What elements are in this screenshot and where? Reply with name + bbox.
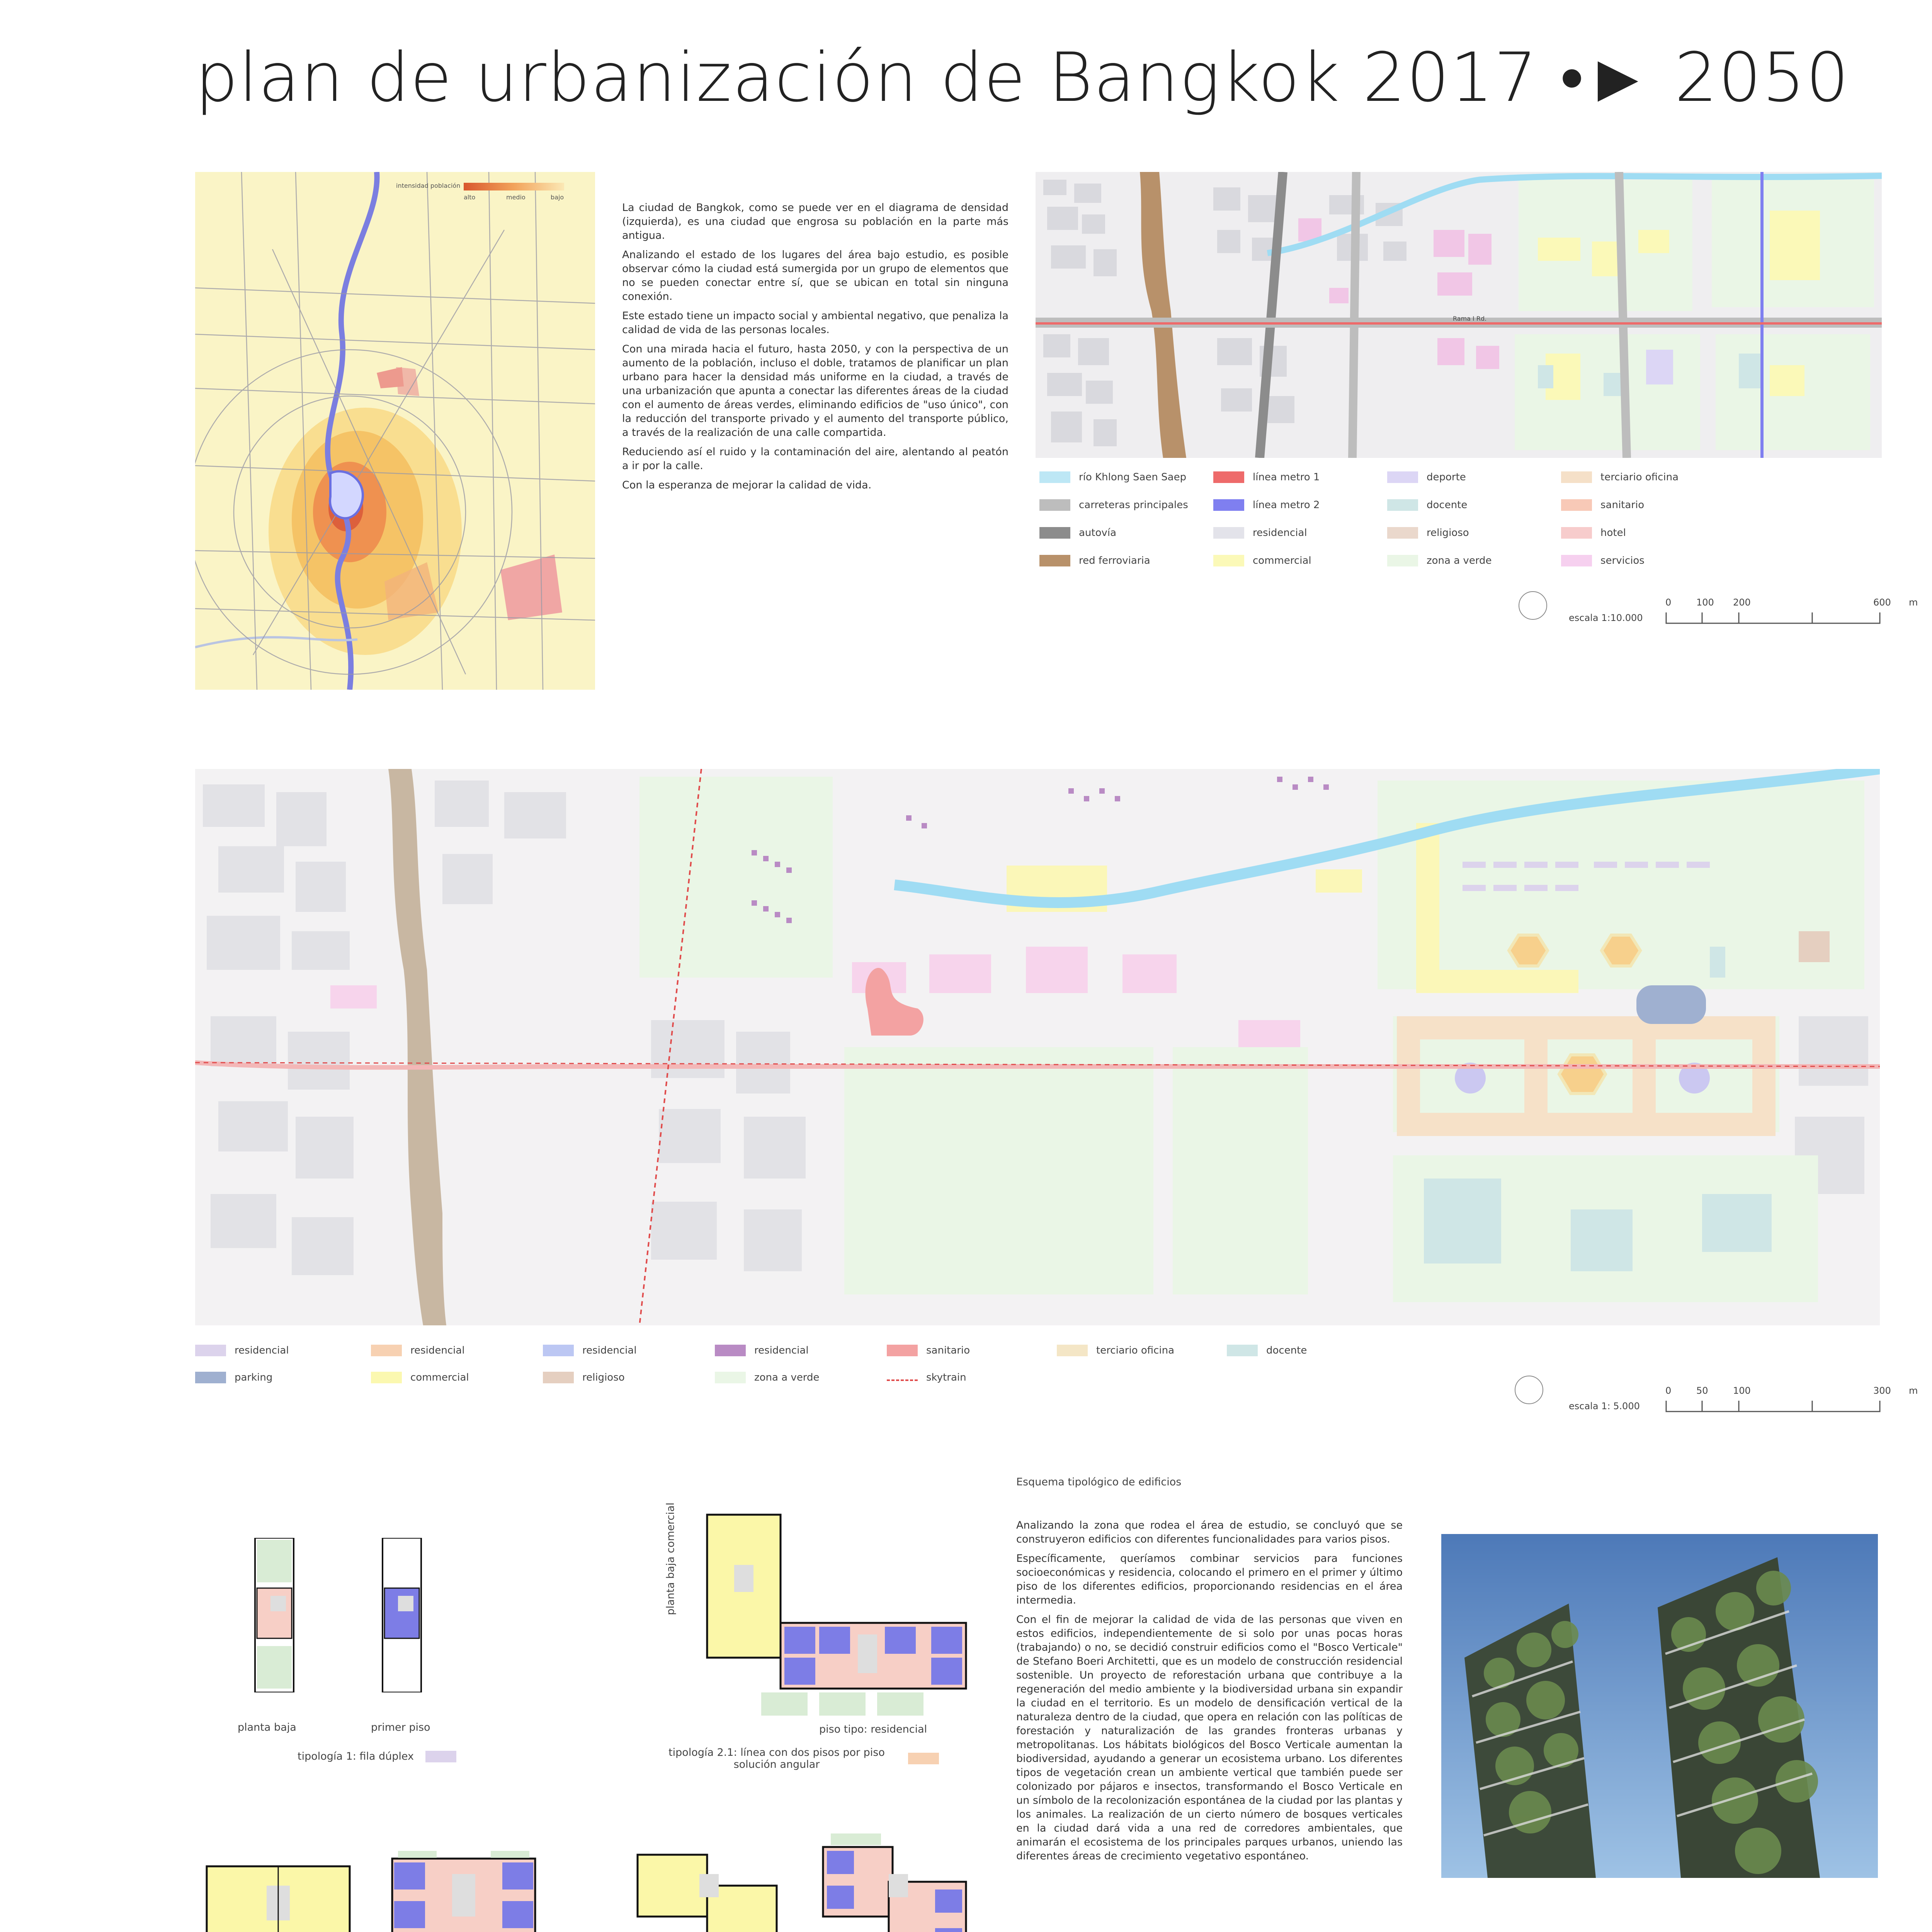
legend-swatch <box>543 1345 574 1356</box>
density-legend-title: intensidad población <box>396 182 461 189</box>
legend-label: skytrain <box>926 1372 966 1383</box>
legend-label: commercial <box>410 1372 469 1383</box>
legend-label: red ferroviaria <box>1079 555 1150 566</box>
legend-label: residencial <box>1253 527 1307 539</box>
legend-label: línea metro 1 <box>1253 471 1320 483</box>
legend-item <box>1561 527 1626 539</box>
typology-22-ground-plan <box>205 1862 352 1932</box>
legend-item <box>1039 471 1186 483</box>
caption-text: planta baja comercial <box>665 1502 677 1615</box>
legend-label: carreteras principales <box>1079 499 1188 511</box>
legend-item <box>195 1345 289 1356</box>
proposal-map-legend <box>195 1345 1470 1387</box>
legend-label: terciario oficina <box>1600 471 1679 483</box>
page-title: plan de urbanización de Bangkok 2017 •► 2050 <box>195 39 1850 117</box>
density-legend-high: bajo <box>551 194 564 201</box>
caption-text: tipología 1: fila dúplex <box>298 1750 414 1762</box>
legend-item <box>1387 555 1492 566</box>
legend-item <box>715 1345 809 1356</box>
typology-paragraph: Analizando la zona que rodea el área de estudio, se concluyó que se construyeron edificios con diferentes funcionalidades para varios pisos. <box>1016 1519 1403 1545</box>
typology-22-typical-plan <box>390 1851 537 1932</box>
legend-label: terciario oficina <box>1096 1345 1175 1356</box>
legend-item <box>1227 1345 1307 1356</box>
typology-heading: Esquema tipológico de edificios <box>1016 1476 1182 1488</box>
legend-item <box>543 1372 625 1383</box>
intro-paragraph: La ciudad de Bangkok, como se puede ver en el diagrama de densidad (izquierda), es una ciudad que engrosa su población en la parte más antigua. <box>622 202 1009 242</box>
legend-label: sanitario <box>926 1345 970 1356</box>
legend-swatch <box>1387 555 1418 566</box>
density-legend-low: alto <box>464 194 476 201</box>
plan-drawing <box>390 1851 537 1932</box>
legend-item <box>1387 527 1469 539</box>
scale-tick: 50 <box>1696 1385 1708 1396</box>
legend-item <box>1213 555 1311 566</box>
legend-item <box>715 1372 820 1383</box>
caption-text: tipología 2.1: línea con dos pisos por piso solución angular <box>668 1747 885 1770</box>
legend-label: residencial <box>235 1345 289 1356</box>
legend-item <box>1057 1345 1174 1356</box>
legend-item <box>887 1345 970 1356</box>
legend-swatch <box>1561 471 1592 483</box>
legend-swatch <box>887 1374 918 1381</box>
photo-drawing <box>1441 1534 1878 1878</box>
north-arrow <box>1515 1376 1543 1404</box>
legend-label: religioso <box>582 1372 625 1383</box>
typology-paragraph: Con el fin de mejorar la calidad de vida de las personas que viven en estos edificios, independientemente de si solo por unas pocas horas (trabajando) o no, se decidió construir edificios como el "Bosco Verticale" de Stefano Boeri Architetti, que es un modelo de construcción residencial sostenible. Un proyecto de reforestación urbana que contribuye a la regeneración del medio ambiente y la biodiversidad urbana sin expandir la ciudad en el territorio. Es un modelo de densificación vertical de la naturaleza dentro de la ciudad, que opera en relación con las políticas de forestación y naturalización de las grandes fronteras urbanas y metropolitanas. Los hábitats biológicos del Bosco Verticale aumentan la biodiversidad, ayudando a generar un ecosistema urbano. Los diferentes tipos de vegetación crean un ambiente vertical que también puede ser colonizado por pájaros e insectos, transformando el Bosco Verticale en un símbolo de la recolonización espontánea de la ciudad por las plantas y los animales. La realización de un cierto número de bosques verticales en la ciudad dará vida a una red de corredores ambientales, que animarán el ecosistema de los principales parques urbanos, uniendo las diferentes áreas de crecimiento vegetativo espontáneo. <box>1016 1614 1403 1862</box>
legend-label: hotel <box>1600 527 1626 539</box>
scale-label: escala 1:10.000 <box>1569 612 1643 623</box>
scale-tick: 600 <box>1873 597 1891 608</box>
legend-label: sanitario <box>1600 499 1645 511</box>
legend-swatch <box>715 1372 746 1383</box>
legend-label: commercial <box>1253 555 1311 566</box>
density-legend-mid: medio <box>506 194 526 201</box>
plan-drawing <box>703 1507 974 1723</box>
plan-drawing <box>379 1538 425 1692</box>
intro-paragraph: Con una mirada hacia el futuro, hasta 2050, y con la perspectiva de un aumento de la población, incluso el doble, tratamos de planificar un plan urbano para hacer la densidad más uniforme en la ciudad, a través de una urbanización que apunta a conectar las diferentes áreas de la ciudad con el aumento de áreas verdes, eliminando edificios de "uso único", con la reducción del transporte privado y el aumento del transporte público, a través de la realización de una calle compartida. <box>622 343 1009 439</box>
legend-label: docente <box>1427 499 1468 511</box>
plan-drawing <box>634 1851 781 1932</box>
proposal-map <box>195 769 1880 1325</box>
scale-tick: 300 <box>1873 1385 1891 1396</box>
legend-item <box>1213 499 1320 511</box>
legend-item <box>1213 527 1307 539</box>
bosco-verticale-photo <box>1441 1534 1878 1878</box>
legend-swatch <box>887 1345 918 1356</box>
legend-label: religioso <box>1427 527 1469 539</box>
street-label: Rama I Rd. <box>1453 315 1487 322</box>
legend-swatch <box>1561 555 1592 566</box>
intro-paragraph: Con la esperanza de mejorar la calidad de vida. <box>622 479 872 491</box>
legend-swatch <box>371 1372 402 1383</box>
legend-item <box>1039 527 1116 539</box>
intro-text <box>622 201 1009 498</box>
legend-label: línea metro 2 <box>1253 499 1320 511</box>
scale-bar <box>1665 612 1882 627</box>
legend-label: residencial <box>410 1345 465 1356</box>
caption: primer piso <box>371 1721 430 1733</box>
legend-item <box>1387 471 1466 483</box>
legend-item <box>1561 499 1644 511</box>
legend-label: zona a verde <box>1427 555 1492 566</box>
legend-swatch <box>1561 527 1592 539</box>
scale-tick: 100 <box>1733 1385 1751 1396</box>
legend-swatch <box>1039 555 1070 566</box>
legend-label: parking <box>235 1372 273 1383</box>
caption <box>665 1502 677 1615</box>
legend-item <box>371 1372 469 1383</box>
legend-swatch <box>195 1372 226 1383</box>
legend-label: residencial <box>754 1345 809 1356</box>
legend-swatch <box>1039 527 1070 539</box>
legend-item <box>1387 499 1467 511</box>
legend-item <box>1561 555 1645 566</box>
proposal-map-drawing <box>195 769 1880 1325</box>
legend-label: zona a verde <box>754 1372 820 1383</box>
plan-drawing <box>819 1832 974 1932</box>
typology-21-plan <box>703 1507 974 1723</box>
legend-swatch <box>1561 499 1592 511</box>
map2-scale <box>1569 1385 1917 1420</box>
intro-paragraph: Analizando el estado de los lugares del área bajo estudio, es posible observar cómo la ciudad está sumergida por un grupo de elementos que no se pueden conectar entre sí, que se ubican en total sin ninguna conexión. <box>622 249 1009 303</box>
legend-label: residencial <box>582 1345 637 1356</box>
density-map-drawing <box>195 172 595 690</box>
intro-paragraph: Este estado tiene un impacto social y ambiental negativo, que penaliza la calidad de vida de las personas locales. <box>622 310 1009 336</box>
legend-swatch <box>1213 555 1244 566</box>
scale-unit: m <box>1909 597 1918 608</box>
plan-drawing <box>251 1538 298 1692</box>
caption <box>657 1747 939 1770</box>
legend-swatch <box>715 1345 746 1356</box>
typology-text <box>1016 1519 1403 1869</box>
legend-item <box>371 1345 465 1356</box>
scale-unit: m <box>1909 1385 1918 1396</box>
legend-swatch <box>1039 471 1070 483</box>
legend-swatch <box>1039 499 1070 511</box>
legend-label: servicios <box>1600 555 1645 566</box>
legend-item <box>887 1372 966 1383</box>
north-arrow <box>1519 591 1547 620</box>
legend-swatch <box>1387 499 1418 511</box>
scale-tick: 0 <box>1665 597 1672 608</box>
legend-label: deporte <box>1427 471 1466 483</box>
legend-swatch <box>1057 1345 1088 1356</box>
plan-drawing <box>205 1862 352 1932</box>
caption: planta baja <box>238 1721 296 1733</box>
legend-swatch <box>195 1345 226 1356</box>
scale-tick: 200 <box>1733 597 1751 608</box>
scale-tick: 0 <box>1665 1385 1672 1396</box>
caption: piso tipo: residencial <box>819 1723 927 1735</box>
scale-bar <box>1665 1400 1882 1415</box>
existing-state-map <box>1036 172 1882 458</box>
legend-item <box>195 1372 272 1383</box>
intro-paragraph: Reduciendo así el ruido y la contaminación del aire, alentando al peatón a ir por la calle. <box>622 446 1009 472</box>
typology-swatch <box>425 1751 456 1762</box>
legend-item <box>543 1345 637 1356</box>
legend-item <box>1213 471 1320 483</box>
typology-3-ground-plan <box>634 1851 781 1932</box>
map1-scale <box>1569 597 1917 632</box>
legend-swatch <box>1387 527 1418 539</box>
legend-item <box>1561 471 1679 483</box>
scale-label: escala 1: 5.000 <box>1569 1401 1640 1412</box>
typology-1-ground-plan <box>251 1538 298 1692</box>
legend-swatch <box>1213 471 1244 483</box>
legend-swatch <box>371 1345 402 1356</box>
legend-swatch <box>543 1372 574 1383</box>
scale-tick: 100 <box>1696 597 1714 608</box>
typology-swatch <box>908 1753 939 1764</box>
caption <box>298 1750 456 1762</box>
legend-label: río Khlong Saen Saep <box>1079 471 1187 483</box>
legend-label: autovía <box>1079 527 1117 539</box>
legend-label: docente <box>1266 1345 1307 1356</box>
legend-swatch <box>1227 1345 1258 1356</box>
legend-swatch <box>1213 499 1244 511</box>
legend-swatch <box>1387 471 1418 483</box>
density-legend-bar <box>464 183 564 190</box>
density-map <box>195 172 595 690</box>
existing-map-legend <box>1039 471 1889 576</box>
typology-3-typical-plan <box>819 1832 974 1932</box>
legend-item <box>1039 499 1188 511</box>
typology-1-first-plan <box>379 1538 425 1692</box>
legend-swatch <box>1213 527 1244 539</box>
typology-paragraph: Específicamente, queríamos combinar servicios para funciones socioeconómicas y residencia, colocando el primero en el primer y último piso de los diferentes edificios, proporcionando residencias en el área intermedia. <box>1016 1553 1403 1606</box>
legend-item <box>1039 555 1150 566</box>
